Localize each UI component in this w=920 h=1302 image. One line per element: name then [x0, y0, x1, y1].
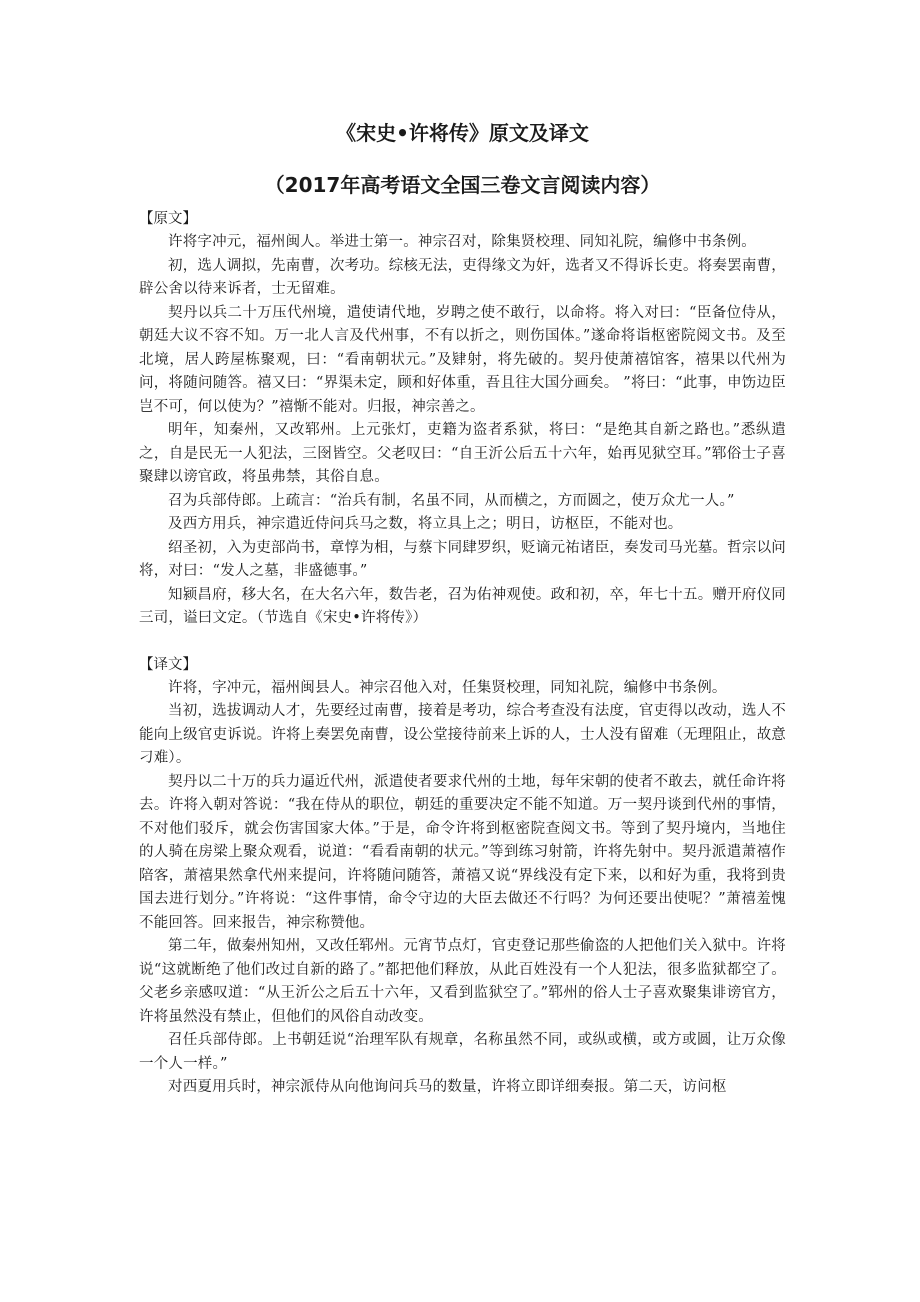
translation-paragraph: 召任兵部侍郎。上书朝廷说“治理军队有规章，名称虽然不同，或纵或横，或方或圆，让万众像一个人一样。” [139, 1032, 786, 1072]
original-paragraph: 绍圣初，入为吏部尚书，章惇为相，与蔡卞同肆罗织，贬谪元祐诸臣，奏发司马光墓。哲宗以问将，对曰：“发人之墓，非盛德事。” [139, 539, 786, 579]
translation-paragraph: 许将，字冲元，福州闽县人。神宗召他入对，任集贤校理，同知礼院，编修中书条例。 [168, 679, 727, 696]
translation-paragraph: 契丹以二十万的兵力逼近代州，派遣使者要求代州的土地，每年宋朝的使者不敢去，就任命许将去。许将入朝对答说：“我在侍从的职位，朝廷的重要决定不能不知道。万一契丹谈到代州的事情，不对他们驳斥，就会伤害国家大体。”于是，命令许将到枢密院查阅文书。等到了契丹境内，当地住的人骑在房梁上聚众观看，说道：“看看南朝的状元。”等到练习射箭，许将先射中。契丹派遣萧禧作陪客，萧禧果然拿代州来提问，许将随问随答，萧禧又说“界线没有定下来，以和好为重，我将到贵国去进行划分。”许将说：“这件事情，命令守边的大臣去做还不行吗？为何还要出使呢？”萧禧羞愧不能回答。回来报告，神宗称赞他。 [139, 773, 786, 931]
original-paragraph: 召为兵部侍郎。上疏言：“治兵有制，名虽不同，从而横之，方而圆之，使万众尤一人。” [168, 492, 735, 509]
original-paragraph: 契丹以兵二十万压代州境，遣使请代地，岁聘之使不敢行，以命将。将入对曰：“臣备位侍从，朝廷大议不容不知。万一北人言及代州事，不有以折之，则伤国体。”遂命将诣枢密院阅文书。及至北境，居人跨屋栋聚观，曰：“看南朝状元。”及肄射，将先破的。契丹使萧禧馆客，禧果以代州为问，将随问随答。禧又曰：“界渠未定，顾和好体重，吾且往大国分画矣。 ”将曰：“此事，申饬边臣岂不可，何以使为？”禧惭不能对。归报，神宗善之。 [139, 304, 786, 415]
translation-label: 【译文】 [139, 656, 197, 673]
original-paragraph: 许将字冲元，福州闽人。举进士第一。神宗召对，除集贤校理、同知礼院，编修中书条例。 [168, 234, 756, 250]
original-paragraph: 明年，知秦州，又改郓州。上元张灯，吏籍为盗者系狱，将曰：“是绝其自新之路也。”悉纵遣之，自是民无一人犯法，三囹皆空。父老叹曰：“自王沂公后五十六年，始再见狱空耳。”郓俗士子喜聚肆以谤官政，将虽弗禁，其俗自息。 [139, 422, 786, 485]
original-label: 【原文】 [139, 211, 197, 227]
original-paragraph: 初，选人调拟，先南曹，次考功。综核无法，吏得缘文为奸，选者又不得诉长吏。将奏罢南曹，辟公舍以待来诉者，士无留难。 [139, 257, 786, 297]
original-section [139, 208, 786, 631]
document-title: 《宋史•许将传》原文及译文 [336, 121, 589, 145]
translation-section [139, 654, 786, 1100]
document-page [139, 118, 786, 1100]
section-gap [139, 631, 786, 654]
translation-paragraph: 对西夏用兵时，神宗派侍从向他询问兵马的数量，许将立即详细奏报。第二天，访问枢 [168, 1079, 727, 1095]
original-paragraph: 知颍昌府，移大名，在大名六年，数告老，召为佑神观使。政和初，卒，年七十五。赠开府仪同三司，谥曰文定。（节选自《宋史•许将传》） [139, 586, 786, 626]
translation-paragraph: 当初，选拔调动人才，先要经过南曹，接着是考功，综合考查没有法度，官吏得以改动，选人不能向上级官吏诉说。许将上奏罢免南曹，设公堂接待前来上诉的人，士人没有留难（无理阻止，故意刁难）。 [139, 703, 786, 766]
original-paragraph: 及西方用兵，神宗遣近侍问兵马之数，将立具上之；明日，访枢臣，不能对也。 [168, 516, 683, 532]
translation-paragraph: 第二年，做秦州知州，又改任郓州。元宵节点灯，官吏登记那些偷盗的人把他们关入狱中。许将说“这就断绝了他们改过自新的路了。”都把他们释放，从此百姓没有一个人犯法，很多监狱都空了。父老乡亲感叹道：“从王沂公之后五十六年，又看到监狱空了。”郓州的俗人士子喜欢聚集诽谤官方，许将虽然没有禁止，但他们的风俗自动改变。 [139, 938, 786, 1025]
document-subtitle: （2017年高考语文全国三卷文言阅读内容） [264, 173, 661, 197]
